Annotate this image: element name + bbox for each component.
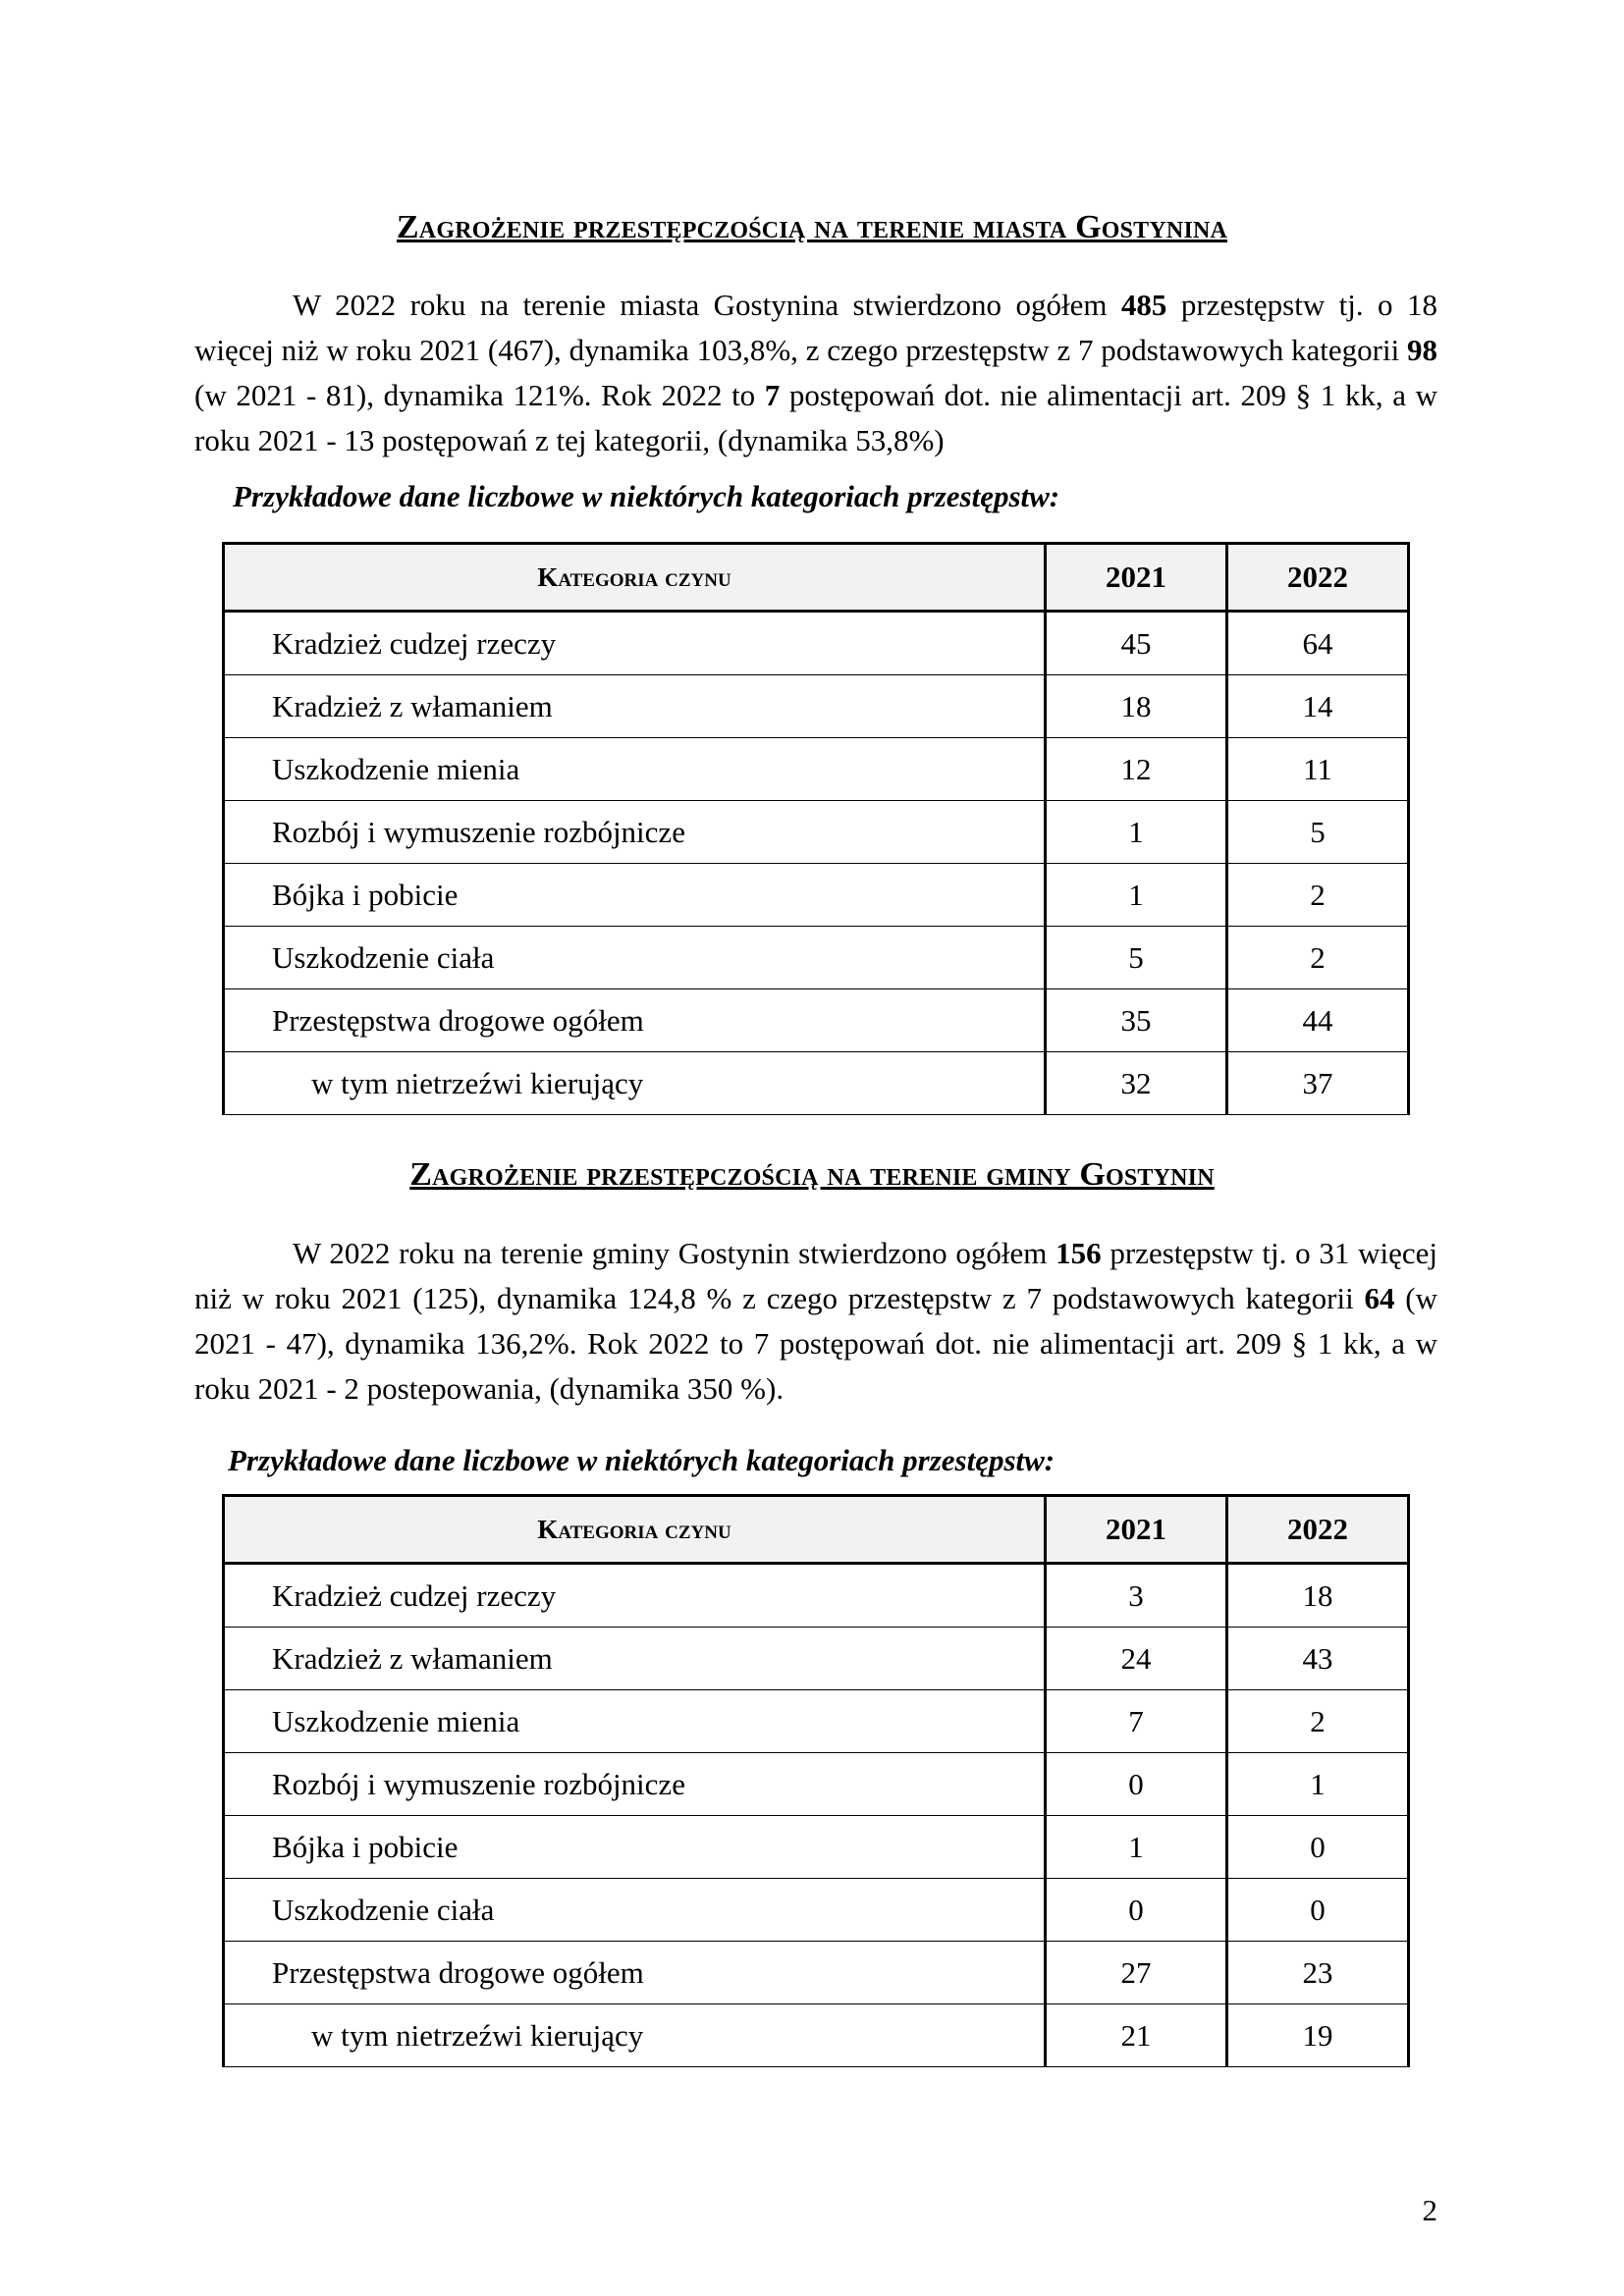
value-cell-y2021: 12 [1046,738,1227,801]
value-cell-y2022: 19 [1227,2004,1409,2067]
value-cell-y2022: 18 [1227,1564,1409,1628]
table-header-row [224,544,1409,612]
section2-title: Zagrożenie przestępczością na terenie gminy Gostynin [409,1156,1215,1193]
header-year: 2022 [1227,1496,1409,1564]
value-cell-y2021: 1 [1046,1816,1227,1879]
value-cell-y2021: 45 [1046,612,1227,675]
value-cell-y2022: 1 [1227,1753,1409,1816]
category-cell: Uszkodzenie mienia [224,738,1046,801]
value-cell-y2021: 3 [1046,1564,1227,1628]
header-category: Kategoria czynu [224,544,1046,612]
header-year: 2022 [1227,544,1409,612]
text-run: przestępstw tj. o 18 więcej niż w roku 2021 (467), dynamika 103,8%, z czego przestępstw z 7 podstawowych kategorii [194,288,1437,367]
table-row [224,738,1409,801]
text-run: przestępstw tj. o 31 więcej niż w roku 2021 (125), dynamika 124,8 % z czego przestępstw z 7 podstawowych kategorii [194,1236,1437,1315]
value-cell-y2022: 43 [1227,1628,1409,1690]
text-run: (w 2021 - 47), dynamika 136,2%. Rok 2022 to 7 postępowań dot. nie alimentacji art. 209 § 1 kk, a w roku 2021 - 2 postepowania, (dynamika 350 %). [194,1281,1437,1406]
table-row [224,1942,1409,2004]
value-cell-y2022: 0 [1227,1879,1409,1942]
table-row [224,1628,1409,1690]
table-row [224,1690,1409,1753]
table-header-row [224,1496,1409,1564]
table-row [224,1564,1409,1628]
table-row [224,2004,1409,2067]
table-row [224,1753,1409,1816]
category-cell: Przestępstwa drogowe ogółem [224,1942,1046,2004]
section1-title: Zagrożenie przestępczością na terenie miasta Gostynina [396,209,1228,245]
value-cell-y2022: 37 [1227,1052,1409,1115]
value-cell-y2022: 0 [1227,1816,1409,1879]
value-cell-y2021: 24 [1046,1628,1227,1690]
table-row [224,675,1409,738]
table-row [224,927,1409,989]
value-cell-y2021: 1 [1046,801,1227,864]
category-cell: Bójka i pobicie [224,864,1046,927]
section2-paragraph [194,1231,1437,1412]
category-cell: Bójka i pobicie [224,1816,1046,1879]
text-run: postępowań dot. nie alimentacji art. 209 § 1 kk, a w roku 2021 - 13 postępowań z tej kategorii, (dynamika 53,8%) [194,378,1437,457]
value-cell-y2021: 21 [1046,2004,1227,2067]
value-cell-y2021: 35 [1046,989,1227,1052]
value-cell-y2022: 23 [1227,1942,1409,2004]
bold-figure: 485 [1120,288,1167,322]
table-row [224,1052,1409,1115]
section1-subheading: Przykładowe dane liczbowe w niektórych kategoriach przestępstw: [233,479,1060,513]
category-cell: Kradzież cudzej rzeczy [224,1564,1046,1628]
table-row [224,1879,1409,1942]
value-cell-y2021: 18 [1046,675,1227,738]
table-row [224,989,1409,1052]
value-cell-y2022: 14 [1227,675,1409,738]
table-row [224,1816,1409,1879]
value-cell-y2022: 64 [1227,612,1409,675]
bold-figure: 156 [1056,1236,1102,1270]
value-cell-y2021: 0 [1046,1753,1227,1816]
value-cell-y2022: 2 [1227,927,1409,989]
table-row [224,612,1409,675]
value-cell-y2022: 44 [1227,989,1409,1052]
section2-subheading: Przykładowe dane liczbowe w niektórych kategoriach przestępstw: [228,1443,1056,1477]
value-cell-y2021: 0 [1046,1879,1227,1942]
value-cell-y2021: 1 [1046,864,1227,927]
header-category: Kategoria czynu [224,1496,1046,1564]
bold-figure: 64 [1364,1281,1395,1315]
section1-paragraph [194,283,1437,463]
value-cell-y2021: 27 [1046,1942,1227,2004]
category-cell: Uszkodzenie ciała [224,927,1046,989]
bold-figure: 7 [764,378,781,412]
header-year: 2021 [1046,1496,1227,1564]
category-cell: Kradzież z włamaniem [224,1628,1046,1690]
header-year: 2021 [1046,544,1227,612]
table-row [224,801,1409,864]
category-cell: Przestępstwa drogowe ogółem [224,989,1046,1052]
text-run: W 2022 roku na terenie gminy Gostynin stwierdzono ogółem [293,1236,1056,1270]
value-cell-y2022: 5 [1227,801,1409,864]
category-cell: Kradzież cudzej rzeczy [224,612,1046,675]
value-cell-y2022: 2 [1227,864,1409,927]
value-cell-y2022: 11 [1227,738,1409,801]
category-cell: Rozbój i wymuszenie rozbójnicze [224,801,1046,864]
category-cell: w tym nietrzeźwi kierujący [224,2004,1046,2067]
category-cell: Kradzież z włamaniem [224,675,1046,738]
page-number: 2 [1422,2193,1437,2227]
value-cell-y2021: 32 [1046,1052,1227,1115]
section2-table [222,1494,1410,2067]
category-cell: Uszkodzenie ciała [224,1879,1046,1942]
category-cell: w tym nietrzeźwi kierujący [224,1052,1046,1115]
section1-table [222,542,1410,1115]
table-row [224,864,1409,927]
bold-figure: 98 [1407,333,1437,367]
text-run: (w 2021 - 81), dynamika 121%. Rok 2022 to [194,378,765,412]
value-cell-y2022: 2 [1227,1690,1409,1753]
value-cell-y2021: 7 [1046,1690,1227,1753]
category-cell: Uszkodzenie mienia [224,1690,1046,1753]
category-cell: Rozbój i wymuszenie rozbójnicze [224,1753,1046,1816]
text-run: W 2022 roku na terenie miasta Gostynina stwierdzono ogółem [293,288,1121,322]
value-cell-y2021: 5 [1046,927,1227,989]
